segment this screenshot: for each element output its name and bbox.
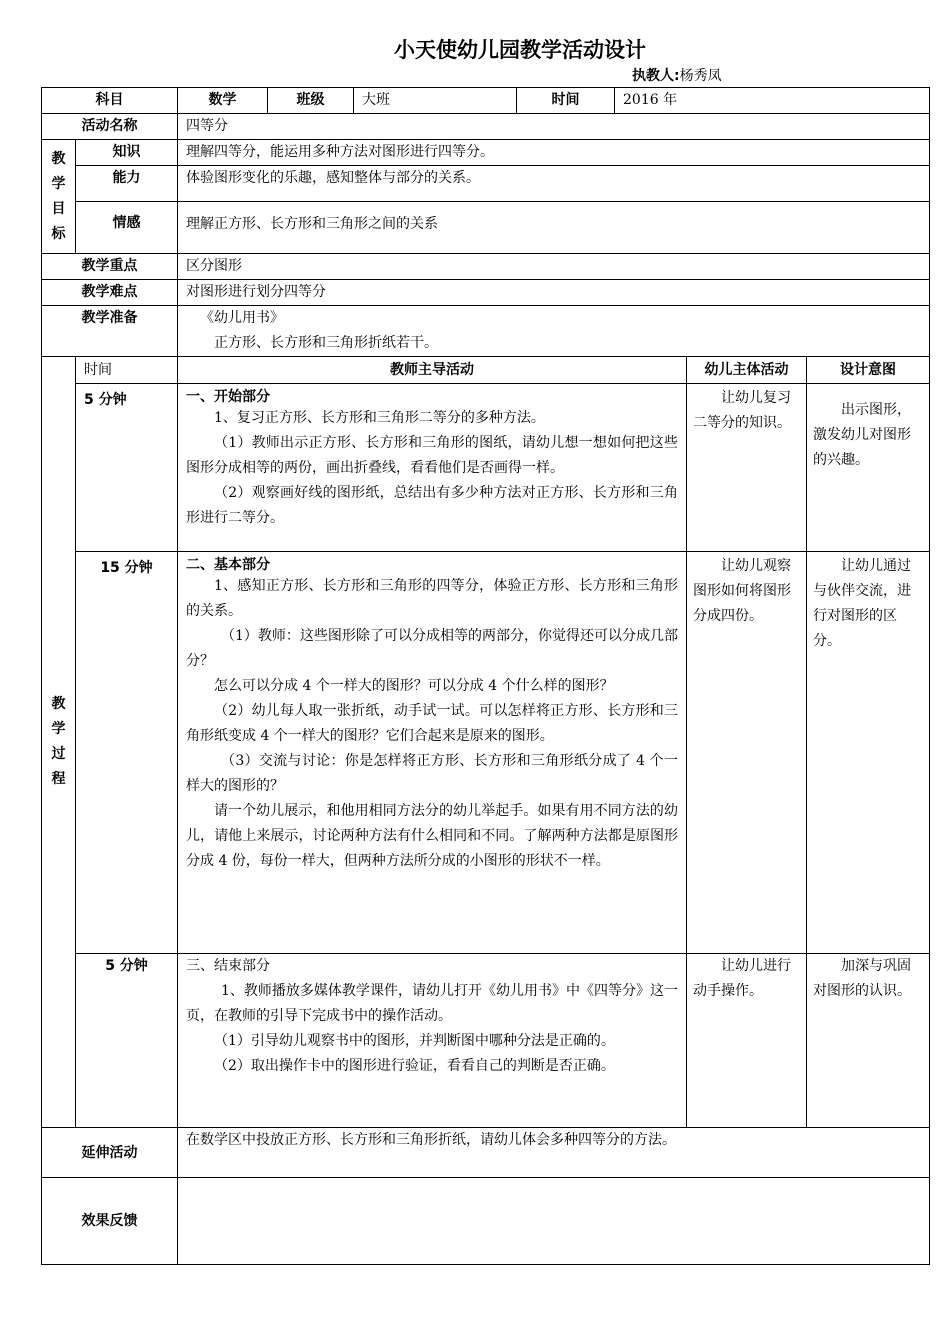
goals-label (42, 140, 76, 254)
ability-label: 能力 (76, 166, 178, 202)
subject-label: 科目 (42, 88, 178, 114)
goal-knowledge-row (42, 140, 930, 166)
section-1-teacher (178, 384, 687, 552)
process-header-row (42, 357, 930, 384)
difficulty-row (42, 280, 930, 306)
knowledge-label: 知识 (76, 140, 178, 166)
activity-name-label: 活动名称 (42, 114, 178, 140)
process-section-3 (42, 954, 930, 1128)
col-child-header: 幼儿主体活动 (687, 357, 807, 384)
preparation-row (42, 306, 930, 357)
goals-label-char: 标 (51, 225, 66, 242)
class-value: 大班 (354, 88, 517, 114)
process-label-char: 教 (51, 696, 66, 712)
key-point-row (42, 254, 930, 280)
section-1-paragraph: （2）观察画好线的图形纸，总结出有多少种方法对正方形、长方形和三角形进行二等分。 (186, 485, 678, 526)
section-3-paragraph: （1）引导幼儿观察书中的图形，并判断图中哪种分法是正确的。 (214, 1033, 615, 1049)
section-3-time: 5 分钟 (76, 954, 178, 1128)
extension-value: 在数学区中投放正方形、长方形和三角形折纸，请幼儿体会多种四等分的方法。 (178, 1128, 930, 1178)
teacher-line (632, 65, 722, 85)
key-point-value: 区分图形 (178, 254, 930, 280)
class-label: 班级 (268, 88, 354, 114)
section-3-title: 三、结束部分 (186, 958, 270, 974)
key-point-label: 教学重点 (42, 254, 178, 280)
section-2-paragraph: （2）幼儿每人取一张折纸，动手试一试。可以怎样将正方形、长方形和三角形纸变成 4 个一样大的图形？它们合起来是原来的图形。 (186, 703, 678, 744)
process-section-2 (42, 552, 930, 954)
section-1-intent: 出示图形，激发幼儿对图形的兴趣。 (807, 384, 930, 552)
header-row (42, 88, 930, 114)
section-2-title: 二、基本部分 (186, 557, 270, 573)
section-2-paragraph: 请一个幼儿展示，和他用相同方法分的幼儿举起手。如果有用不同方法的幼儿，请他上来展示，讨论两种方法有什么相同和不同。了解两种方法都是原图形分成 4 份，每份一样大，但两种方法所分成的小图形的形状不一样。 (186, 803, 678, 869)
section-2-child: 让幼儿观察图形如何将图形分成四份。 (687, 552, 807, 954)
section-2-teacher (178, 552, 687, 954)
ability-value: 体验图形变化的乐趣，感知整体与部分的关系。 (178, 166, 930, 202)
section-3-paragraph: 1、教师播放多媒体教学课件，请幼儿打开《幼儿用书》中《四等分》这一页，在教师的引导下完成书中的操作活动。 (186, 983, 678, 1024)
lesson-plan-table (41, 87, 930, 1265)
teacher-name: 杨秀凤 (679, 68, 722, 84)
section-2-time: 15 分钟 (76, 552, 178, 954)
emotion-value: 理解正方形、长方形和三角形之间的关系 (178, 202, 930, 254)
feedback-label: 效果反馈 (42, 1178, 178, 1265)
goal-ability-row (42, 166, 930, 202)
process-label-char: 学 (51, 721, 66, 737)
section-1-paragraph: 1、复习正方形、长方形和三角形二等分的多种方法。 (214, 410, 545, 426)
feedback-value (178, 1178, 930, 1265)
section-3-teacher (178, 954, 687, 1128)
preparation-line: 《幼儿用书》 (200, 310, 284, 326)
activity-name-row (42, 114, 930, 140)
process-label (42, 357, 76, 1128)
goal-emotion-row (42, 202, 930, 254)
feedback-row (42, 1178, 930, 1265)
extension-row (42, 1128, 930, 1178)
section-2-paragraph: （3）交流与讨论：你是怎样将正方形、长方形和三角形纸分成了 4 个一样大的图形的？ (186, 753, 678, 794)
section-2-intent: 让幼儿通过与伙伴交流，进行对图形的区分。 (807, 552, 930, 954)
section-3-paragraph: （2）取出操作卡中的图形进行验证，看看自己的判断是否正确。 (214, 1058, 615, 1074)
section-1-paragraph: （1）教师出示正方形、长方形和三角形的图纸，请幼儿想一想如何把这些图形分成相等的两份，画出折叠线，看看他们是否画得一样。 (186, 435, 678, 476)
document-title: 小天使幼儿园教学活动设计 (394, 38, 646, 62)
section-2-paragraph: 怎么可以分成 4 个一样大的图形？可以分成 4 个什么样的图形？ (214, 678, 614, 694)
time-label: 时间 (517, 88, 615, 114)
preparation-line: 正方形、长方形和三角形折纸若干。 (214, 335, 438, 351)
section-1-child: 让幼儿复习二等分的知识。 (687, 384, 807, 552)
goals-label-char: 教 (51, 150, 66, 167)
activity-name-value: 四等分 (178, 114, 930, 140)
subject-value: 数学 (178, 88, 268, 114)
process-label-char: 过 (51, 746, 66, 762)
section-1-title: 一、开始部分 (186, 389, 270, 405)
difficulty-value: 对图形进行划分四等分 (178, 280, 930, 306)
process-section-1 (42, 384, 930, 552)
section-2-paragraph: 1、感知正方形、长方形和三角形的四等分，体验正方形、长方形和三角形的关系。 (186, 578, 678, 619)
extension-label: 延伸活动 (42, 1128, 178, 1178)
process-label-char: 程 (51, 771, 66, 787)
emotion-label: 情感 (76, 202, 178, 254)
section-2-paragraph: （1）教师：这些图形除了可以分成相等的两部分，你觉得还可以分成几部分？ (186, 628, 678, 669)
goals-label-char: 学 (51, 175, 66, 192)
teacher-label: 执教人: (632, 68, 680, 84)
section-3-intent: 加深与巩固对图形的认识。 (807, 954, 930, 1128)
preparation-label: 教学准备 (42, 306, 178, 357)
goals-label-char: 目 (51, 200, 66, 217)
time-value: 2016 年 (615, 88, 930, 114)
preparation-value (178, 306, 930, 357)
col-intent-header: 设计意图 (807, 357, 930, 384)
col-teacher-header: 教师主导活动 (178, 357, 687, 384)
col-time-header: 时间 (76, 357, 178, 384)
knowledge-value: 理解四等分，能运用多种方法对图形进行四等分。 (178, 140, 930, 166)
section-1-time: 5 分钟 (76, 384, 178, 552)
difficulty-label: 教学难点 (42, 280, 178, 306)
section-3-child: 让幼儿进行动手操作。 (687, 954, 807, 1128)
